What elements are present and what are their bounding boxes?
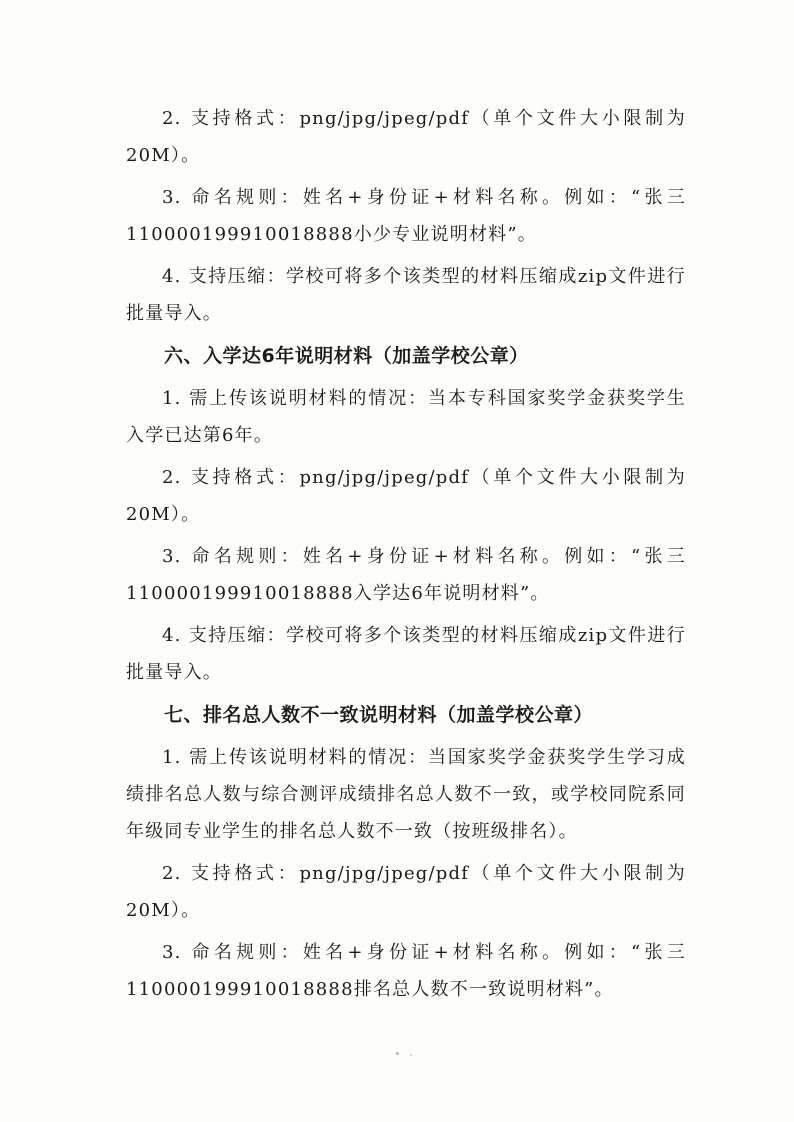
format-item: 2. 支持格式：png/jpg/jpeg/pdf（单个文件大小限制为20M）。: [126, 108, 686, 166]
compression-item: 4. 支持压缩：学校可将多个该类型的材料压缩成zip文件进行批量导入。: [126, 625, 686, 683]
condition-item: 1. 需上传该说明材料的情况：当本专科国家奖学金获奖学生入学已达第6年。: [126, 388, 686, 446]
condition-item: 1. 需上传该说明材料的情况：当国家奖学金获奖学生学习成绩排名总人数与综合测评成绩排名总人数不一致，或学校同院系同年级同专业学生的排名总人数不一致（按班级排名）。: [126, 747, 686, 842]
section-heading-six: 六、入学达6年说明材料（加盖学校公章）: [164, 345, 529, 367]
format-item: 2. 支持格式：png/jpg/jpeg/pdf（单个文件大小限制为20M）。: [126, 467, 686, 525]
section-heading-seven: 七、排名总人数不一致说明材料（加盖学校公章）: [164, 704, 594, 726]
compression-item: 4. 支持压缩：学校可将多个该类型的材料压缩成zip文件进行批量导入。: [126, 266, 686, 324]
naming-rule-item: 3. 命名规则：姓名+身份证+材料名称。例如：“张三110000199910018888排名总人数不一致说明材料”。: [126, 942, 686, 1000]
scan-dot: [396, 1052, 399, 1055]
format-item: 2. 支持格式：png/jpg/jpeg/pdf（单个文件大小限制为20M）。: [126, 863, 686, 921]
naming-rule-item: 3. 命名规则：姓名+身份证+材料名称。例如：“张三110000199910018888小少专业说明材料”。: [126, 187, 686, 245]
naming-rule-item: 3. 命名规则：姓名+身份证+材料名称。例如：“张三110000199910018888入学达6年说明材料”。: [126, 546, 686, 604]
document-body: [126, 100, 686, 1008]
scan-dot: [410, 1054, 412, 1056]
